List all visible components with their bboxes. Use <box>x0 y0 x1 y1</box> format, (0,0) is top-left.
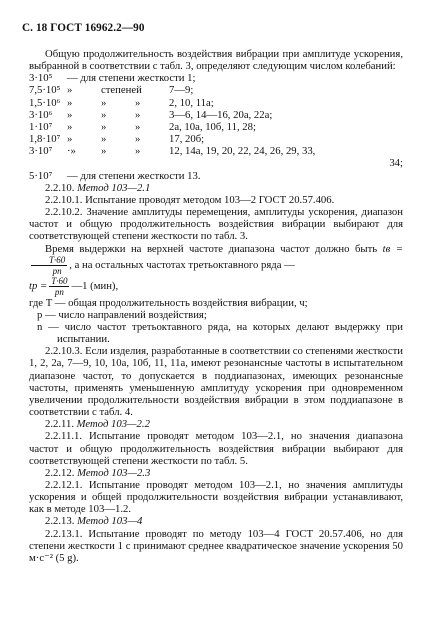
ditto-mark: » <box>135 96 141 109</box>
grade-count: 1,8·10⁷ <box>29 133 61 146</box>
paragraph-2-2-13-1: 2.2.13.1. Испытание проводят по методу 103—4 ГОСТ 20.57.406, но для степени жесткости 1 с принимают среднее квадратическое значение ускорения 50 м·с⁻² (5 g). <box>29 527 403 564</box>
ditto-mark: » <box>67 96 73 109</box>
formula-fraction-1 <box>31 255 67 276</box>
ditto-mark: » <box>67 108 73 121</box>
grade-word: степеней <box>101 84 142 97</box>
paragraph-2-2-11-1: 2.2.11.1. Испытание проводят методом 103—2.1, но значения диапазона частот и общую продолжительность воздействия вибрации выбирают для соответствующей степени жесткости по табл. 5. <box>29 430 403 467</box>
grade-list-continuation: 34; <box>389 157 403 170</box>
grade-count: 7,5·10⁵ <box>29 84 61 97</box>
paragraph-2-2-10-1: 2.2.10.1. Испытание проводят методом 103—2 ГОСТ 20.57.406. <box>45 193 335 206</box>
grade-list-values: 3—6, 14—16, 20а, 22а; <box>169 108 273 121</box>
hold-text-1: Время выдержки на верхней частоте диапазона частот должно быть <box>45 242 378 255</box>
fraction-denominator: pn <box>54 286 64 297</box>
grade-text: — для степени жесткости 1; <box>67 72 196 85</box>
ditto-mark: » <box>135 145 141 158</box>
grade-list-values: 2, 10, 11а; <box>169 96 214 109</box>
grade-count: 3·10⁵ <box>29 72 53 85</box>
fraction-numerator: T·60 <box>31 255 67 266</box>
ditto-mark: » <box>67 84 73 97</box>
ditto-mark: » <box>135 120 141 133</box>
ditto-mark: » <box>101 145 107 158</box>
ditto-mark: » <box>101 133 107 146</box>
formula-tp-lhs: tр = <box>29 279 48 292</box>
ditto-mark: » <box>67 133 73 146</box>
ditto-mark: » <box>135 133 141 146</box>
grade-count: 1,5·10⁶ <box>29 96 61 109</box>
grade-count: 3·10⁶ <box>29 108 53 121</box>
section-number: 2.2.13. <box>45 515 75 528</box>
paragraph-2-2-10-2: 2.2.10.2. Значение амплитуды перемещения, амплитуды ускорения, диапазон частот и общую продолжительность воздействия вибрации выбирают для соответствующей степени жесткости по табл. 3. <box>29 206 403 243</box>
section-title: Метод 103—2.2 <box>76 418 150 431</box>
page-header: С. 18 ГОСТ 16962.2—90 <box>22 22 145 34</box>
formula-tp-rest: —1 (мин), <box>71 279 119 292</box>
section-number: 2.2.10. <box>45 181 75 194</box>
grade-count: 1·10⁷ <box>29 120 53 133</box>
section-title: Метод 103—2.1 <box>77 181 151 194</box>
section-title: Метод 103—2.3 <box>77 466 151 479</box>
intro-paragraph: Общую продолжительность воздействия вибрации при амплитуде ускорения, выбранной в соответствии с табл. 3, определяют следующим числом колебаний: <box>29 48 403 73</box>
grade-list-values: 2а, 10а, 10б, 11, 28; <box>169 120 256 133</box>
formula-tp <box>29 276 403 297</box>
fraction-denominator: pn <box>52 265 62 276</box>
document-body <box>29 48 403 564</box>
section-title: Метод 103—4 <box>77 515 143 528</box>
grade-list-values: 7—9; <box>169 84 194 97</box>
formula-fraction-2 <box>49 276 69 297</box>
hold-text-2: , а на остальных частотах третьоктавного ряда — <box>69 258 295 271</box>
grade-count: 3·10⁷ <box>29 145 53 158</box>
grade-list-values: 17, 20б; <box>169 133 205 146</box>
where-definition-n: n — число частот третьоктавного ряда, на которых делают выдержку при испытании. <box>37 320 403 346</box>
ditto-mark: » <box>135 108 141 121</box>
section-number: 2.2.12. <box>45 466 75 479</box>
hold-time-paragraph <box>29 243 403 276</box>
grade-text: — для степени жесткости 13. <box>67 169 201 182</box>
grade-list-values: 12, 14а, 19, 20, 22, 24, 26, 29, 33, <box>169 145 316 158</box>
grade-list <box>29 72 403 181</box>
section-number: 2.2.11. <box>45 418 74 431</box>
grade-count: 5·10⁷ <box>29 169 53 182</box>
paragraph-2-2-10-3: 2.2.10.3. Если изделия, разработанные в соответствии со степенями жесткости 1, 2, 2а, 7—9, 10, 10а, 10б, 11, 11а, имеют резонансные частоты в испытательном диапазоне частот, то допускается в поддиапазонах, имеющих резонансные частоты, применять уменьшенную амплитуду ускорения при одновременном увеличении продолжительности воздействия вибрации в этом поддиапазоне в соответствии с табл. 4. <box>29 345 403 419</box>
ditto-mark: ·» <box>67 145 76 158</box>
ditto-mark: » <box>101 120 107 133</box>
where-definition-t: где T — общая продолжительность воздействия вибрации, ч; <box>29 296 308 309</box>
ditto-mark: » <box>101 96 107 109</box>
ditto-mark: » <box>67 120 73 133</box>
where-definition-p: p — число направлений воздействия; <box>37 308 207 321</box>
fraction-numerator: T·60 <box>51 275 68 286</box>
paragraph-2-2-12-1: 2.2.12.1. Испытание проводят методом 103—2.1, но значения амплитуды ускорения и общей продолжительности воздействия вибрации устанавливают, как в методе 103—1.2. <box>29 479 403 516</box>
formula-tv-lhs: tв = <box>382 242 403 255</box>
ditto-mark: » <box>101 108 107 121</box>
